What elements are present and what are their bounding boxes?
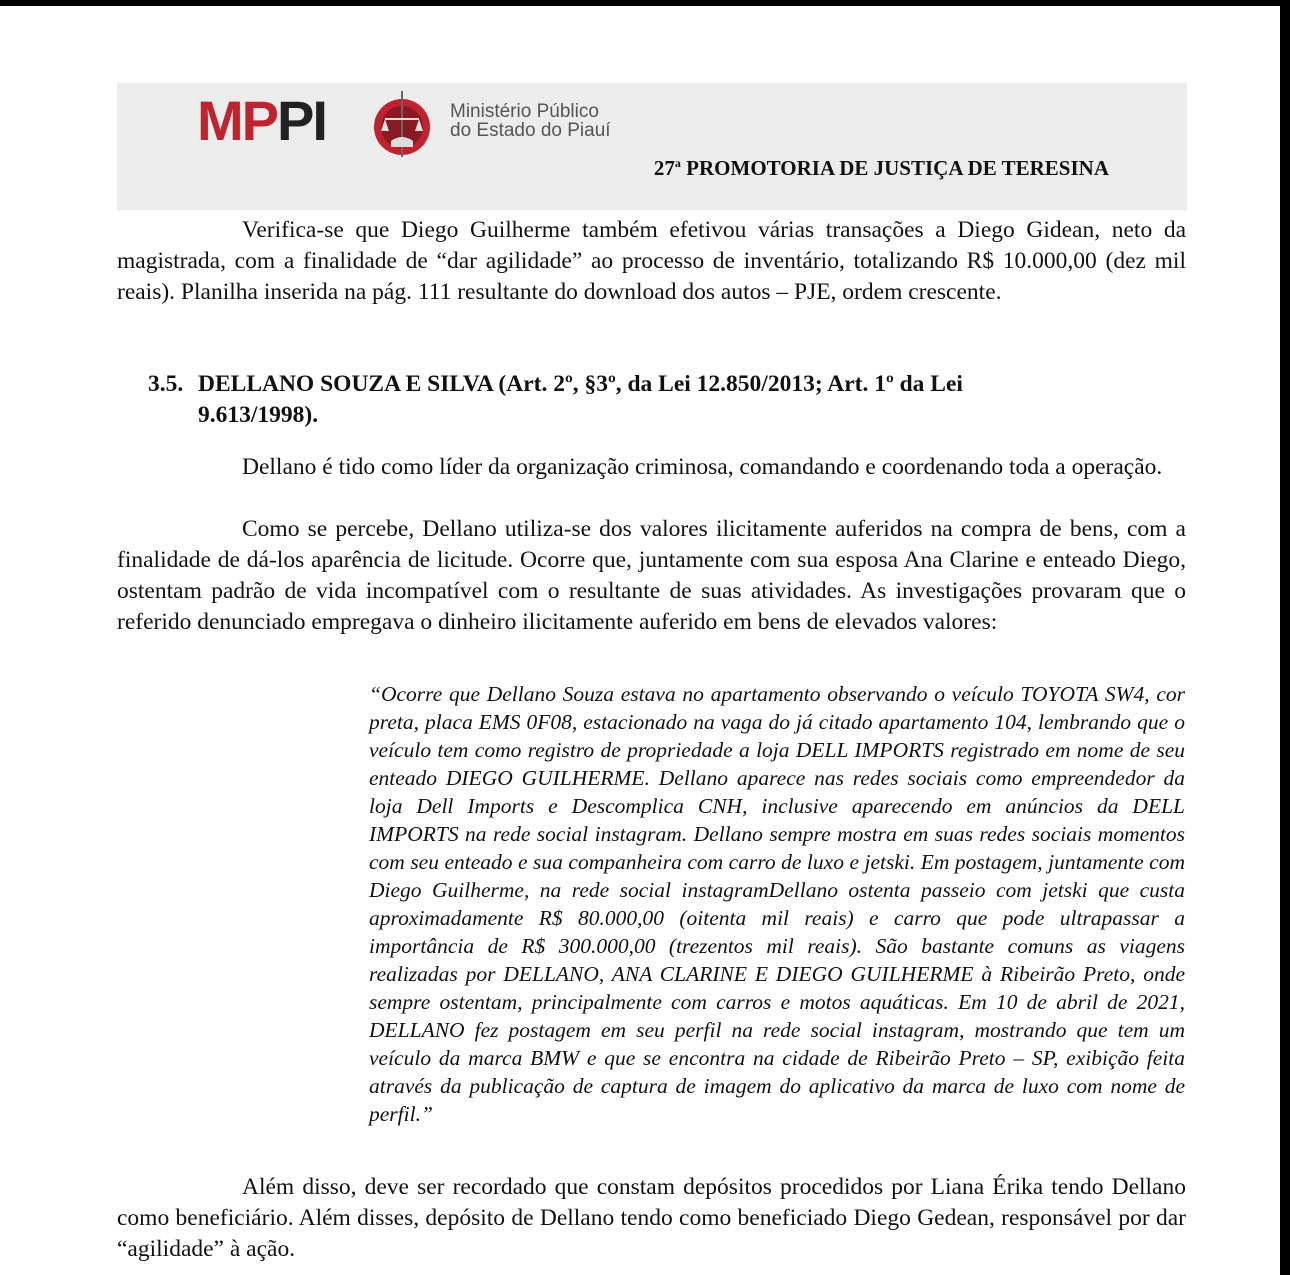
letterhead <box>117 83 1187 210</box>
section-heading-line1: DELLANO SOUZA E SILVA (Art. 2º, §3º, da Lei 12.850/2013; Art. 1º da Lei <box>198 371 963 397</box>
mppi-logo <box>197 89 326 152</box>
document-page <box>0 6 1280 1275</box>
scales-of-justice-seal-icon <box>367 89 437 159</box>
org-name-line1: Ministério Público <box>450 101 599 122</box>
promotoria-title <box>654 156 1109 181</box>
promotoria-ordinal: a <box>674 156 681 170</box>
paragraph-3: Como se percebe, Dellano utiliza-se dos valores ilicitamente auferidos na compra de bens, com a finalidade de dá-los aparência de licitude. Ocorre que, juntamente com sua esposa Ana Clarine e enteado Diego, ostentam padrão de vida incompatível com o resultante de suas atividades. As investigações provaram que o referido denunciado empregava o dinheiro ilicitamente auferido em bens de elevados valores: <box>117 516 1186 635</box>
window-edge <box>1280 0 1290 1275</box>
org-name-line2: do Estado do Piauí <box>450 120 611 141</box>
paragraph-4: Além disso, deve ser recordado que constam depósitos procedidos por Liana Érika tendo Dellano como beneficiário. Além disses, depósito de Dellano tendo como beneficiado Diego Gedean, responsável por dar “agilidade” à ação. <box>117 1174 1186 1262</box>
paragraph-1: Verifica-se que Diego Guilherme também efetivou várias transações a Diego Gidean, neto da magistrada, com a finalidade de “dar agilidade” ao processo de inventário, totalizando R$ 10.000,00 (dez mil reais). Planilha inserida na pág. 111 resultante do download dos autos – PJE, ordem crescente. <box>117 217 1186 305</box>
section-number: 3.5. <box>148 371 184 397</box>
block-quote: “Ocorre que Dellano Souza estava no apartamento observando o veículo TOYOTA SW4, cor preta, placa EMS 0F08, estacionado na vaga do já citado apartamento 104, lembrando que o veículo tem como registro de propriedade a loja DELL IMPORTS registrado em nome de seu enteado DIEGO GUILHERME. Dellano aparece nas redes sociais como empreendedor da loja Dell Imports e Descomplica CNH, inclusive aparecendo em anúncios da DELL IMPORTS na rede social instagram. Dellano sempre mostra em suas redes sociais momentos com seu enteado e sua companheira com carro de luxo e jetski. Em postagem, juntamente com Diego Guilherme, na rede social instagramDellano ostenta passeio com jetski que custa aproximadamente R$ 80.000,00 (oitenta mil reais) e carro que pode ultrapassar a importância de R$ 300.000,00 (trezentos mil reais). São bastante comuns as viagens realizadas por DELLANO, ANA CLARINE E DIEGO GUILHERME à Ribeirão Preto, onde sempre ostentam, principalmente com carros e motos aquáticas. Em 10 de abril de 2021, DELLANO fez postagem em seu perfil na rede social instagram, mostrando que tem um veículo da marca BMW e que se encontra na cidade de Ribeirão Preto – SP, exibição feita através da publicação de captura de imagem do aplicativo da marca de luxo com nome de perfil.” <box>369 682 1185 1126</box>
logo-pi: PI <box>277 89 326 152</box>
section-heading-3-5 <box>148 369 1186 431</box>
paragraph-2: Dellano é tido como líder da organização criminosa, comandando e coordenando toda a operação. <box>242 454 1163 480</box>
section-heading-line2: 9.613/1998). <box>198 402 319 428</box>
promotoria-number: 27 <box>653 156 675 180</box>
org-name <box>450 102 611 140</box>
logo-mp: MP <box>197 89 277 152</box>
promotoria-text: PROMOTORIA DE JUSTIÇA DE TERESINA <box>680 156 1109 180</box>
